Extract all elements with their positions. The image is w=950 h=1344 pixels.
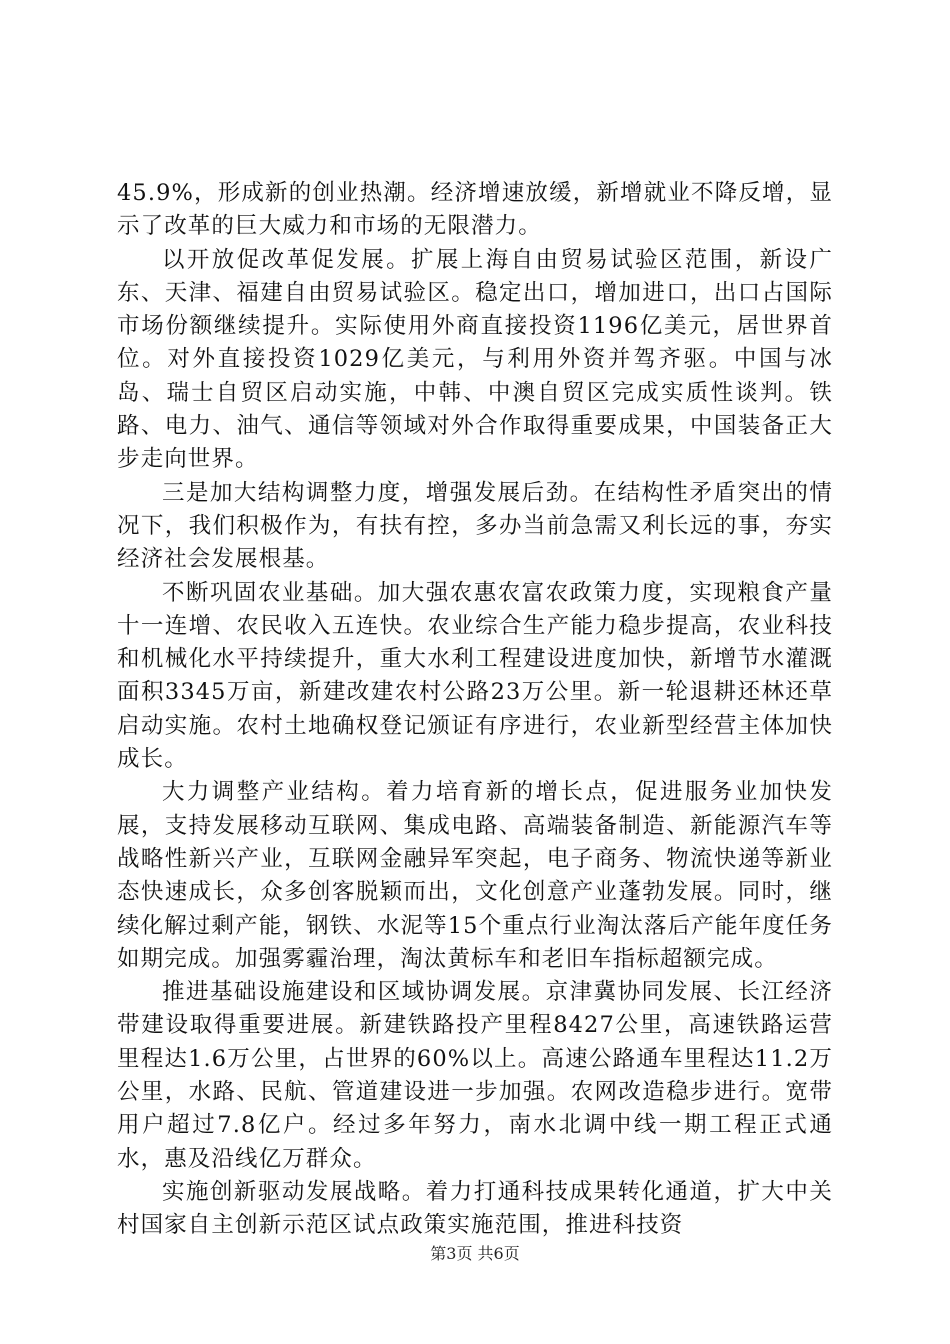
paragraph-innovation: 实施创新驱动发展战略。着力打通科技成果转化通道，扩大中关村国家自主创新示范区试点政策实施范围，推进科技资 bbox=[117, 1178, 833, 1239]
paragraph-infrastructure: 推进基础设施建设和区域协调发展。京津冀协同发展、长江经济带建设取得重要进展。新建铁路投产里程8427公里，高速铁路运营里程达1.6万公里，占世界的60%以上。高速公路通车里程达11.2万公里，水路、民航、管道建设进一步加强。农网改造稳步进行。宽带用户超过7.8亿户。经过多年努力，南水北调中线一期工程正式通水，惠及沿线亿万群众。 bbox=[117, 979, 833, 1172]
paragraph-agriculture: 不断巩固农业基础。加大强农惠农富农政策力度，实现粮食产量十一连增、农民收入五连快。农业综合生产能力稳步提高，农业科技和机械化水平持续提升，重大水利工程建设进度加快，新增节水灌溉面积3345万亩，新建改建农村公路23万公里。新一轮退耕还林还草启动实施。农村土地确权登记颁证有序进行，农业新型经营主体加快成长。 bbox=[117, 579, 833, 773]
paragraph-continued: 45.9%，形成新的创业热潮。经济增速放缓，新增就业不降反增，显示了改革的巨大威力和市场的无限潜力。 bbox=[117, 180, 833, 240]
paragraph-opening-up: 以开放促改革促发展。扩展上海自由贸易试验区范围，新设广东、天津、福建自由贸易试验区。稳定出口，增加进口，出口占国际市场份额继续提升。实际使用外商直接投资1196亿美元，居世界首位。对外直接投资1029亿美元，与利用外资并驾齐驱。中国与冰岛、瑞士自贸区启动实施，中韩、中澳自贸区完成实质性谈判。铁路、电力、油气、通信等领域对外合作取得重要成果，中国装备正大步走向世界。 bbox=[117, 246, 833, 473]
document-body bbox=[117, 177, 833, 1243]
paragraph-industrial-structure: 大力调整产业结构。着力培育新的增长点，促进服务业加快发展，支持发展移动互联网、集成电路、高端装备制造、新能源汽车等战略性新兴产业，互联网金融异军突起，电子商务、物流快递等新业态快速成长，众多创客脱颖而出，文化创意产业蓬勃发展。同时，继续化解过剩产能，钢铁、水泥等15个重点行业淘汰落后产能年度任务如期完成。加强雾霾治理，淘汰黄标车和老旧车指标超额完成。 bbox=[117, 779, 833, 972]
paragraph-structural-adjustment: 三是加大结构调整力度，增强发展后劲。在结构性矛盾突出的情况下，我们积极作为，有扶有控，多办当前急需又利长远的事，夯实经济社会发展根基。 bbox=[117, 479, 833, 573]
page-number: 第3页 共6页 bbox=[430, 1244, 520, 1263]
